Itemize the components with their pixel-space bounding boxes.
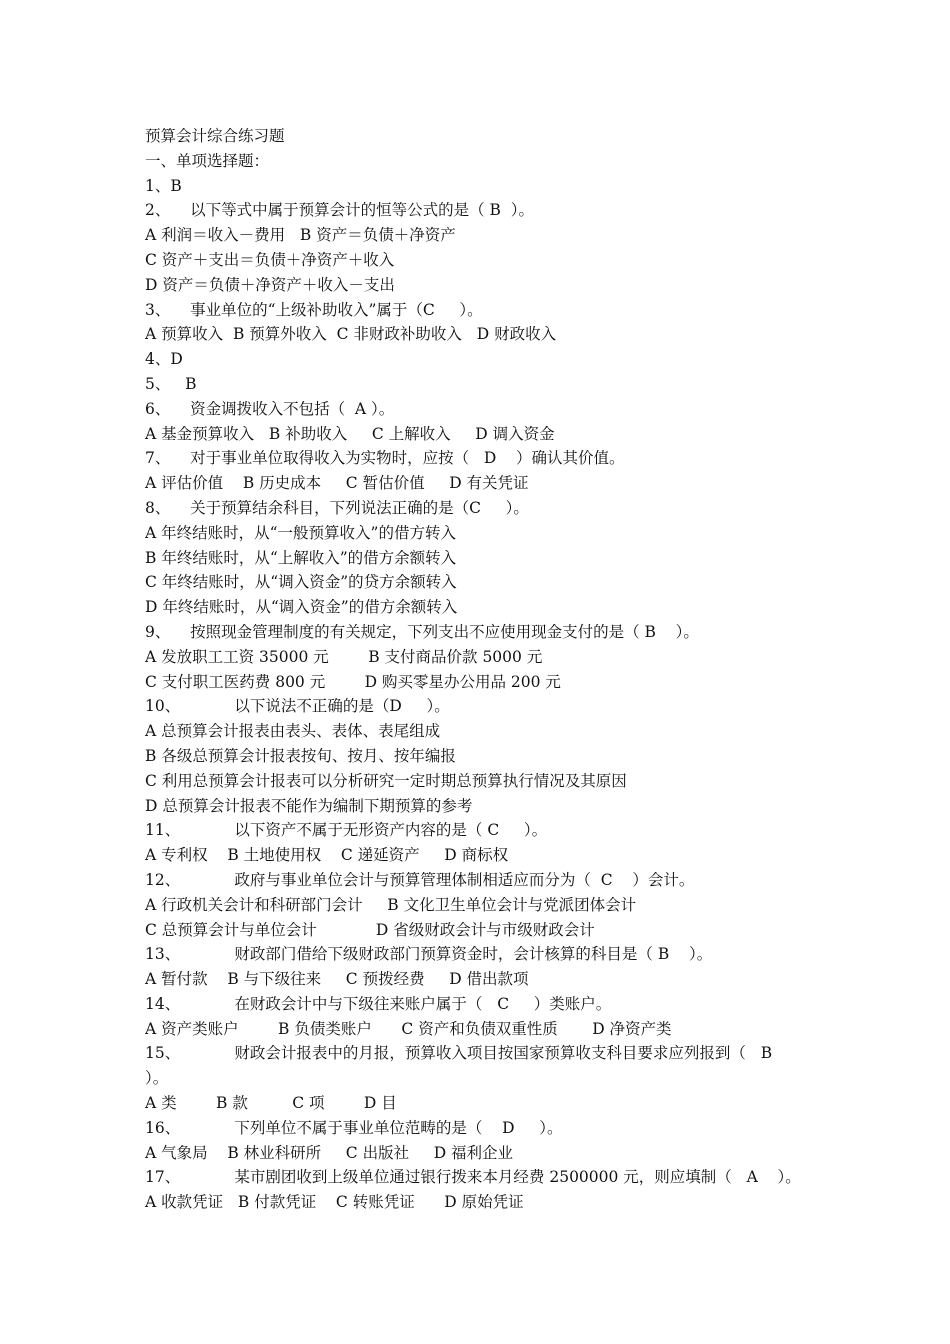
document-line: 5、 B [145, 374, 197, 393]
document-line: 15、 财政会计报表中的月报，预算收入项目按国家预算收支科目要求应列报到（ B [145, 1044, 773, 1063]
document-line: C 支付职工医药费 800 元 D 购买零星办公用品 200 元 [145, 672, 561, 691]
document-line: 13、 财政部门借给下级财政部门预算资金时，会计核算的科目是（ B ）。 [145, 945, 713, 964]
document-line: 12、 政府与事业单位会计与预算管理体制相适应而分为（ C ）会计。 [145, 870, 695, 889]
document-body [145, 124, 815, 1215]
document-line: 预算会计综合练习题 [145, 127, 285, 145]
document-line: A 资产类账户 B 负债类账户 C 资产和负债双重性质 D 净资产类 [145, 1019, 672, 1038]
document-line: B 年终结账时，从“上解收入”的借方余额转入 [145, 548, 457, 567]
document-line: A 评估价值 B 历史成本 C 暂估价值 D 有关凭证 [145, 474, 529, 493]
document-line: A 气象局 B 林业科研所 C 出版社 D 福利企业 [145, 1143, 514, 1162]
document-line: 一、单项选择题： [145, 151, 270, 170]
document-line: C 年终结账时，从“调入资金”的贷方余额转入 [145, 573, 457, 592]
document-line: 6、 资金调拨收入不包括（ A ）。 [145, 399, 395, 418]
document-line: A 专利权 B 土地使用权 C 递延资产 D 商标权 [145, 846, 509, 865]
document-line: A 发放职工工资 35000 元 B 支付商品价款 5000 元 [145, 647, 543, 666]
document-line: A 基金预算收入 B 补助收入 C 上解收入 D 调入资金 [145, 424, 555, 443]
document-line: A 类 B 款 C 项 D 目 [145, 1094, 397, 1113]
document-line: 1、B [145, 176, 182, 195]
document-line: 11、 以下资产不属于无形资产内容的是（ C ）。 [145, 821, 548, 840]
document-line: D 年终结账时，从“调入资金”的借方余额转入 [145, 598, 458, 617]
document-line: 14、 在财政会计中与下级往来账户属于（ C ）类账户。 [145, 994, 612, 1013]
document-line: C 资产＋支出＝负债＋净资产＋收入 [145, 250, 395, 269]
document-line: 2、 以下等式中属于预算会计的恒等公式的是（ B ）。 [145, 201, 534, 220]
document-line: D 总预算会计报表不能作为编制下期预算的参考 [145, 796, 473, 815]
document-line: D 资产＝负债＋净资产＋收入－支出 [145, 275, 395, 294]
document-line: 7、 对于事业单位取得收入为实物时，应按（ D ）确认其价值。 [145, 449, 625, 468]
document-line: A 预算收入 B 预算外收入 C 非财政补助收入 D 财政收入 [145, 325, 557, 344]
document-line: A 年终结账时，从“一般预算收入”的借方转入 [145, 523, 456, 542]
document-line: 4、D [145, 350, 183, 369]
document-line: A 行政机关会计和科研部门会计 B 文化卫生单位会计与党派团体会计 [145, 895, 637, 914]
document-line: A 总预算会计报表由表头、表体、表尾组成 [145, 722, 441, 741]
document-line: 10、 以下说法不正确的是（D ）。 [145, 697, 450, 716]
document-line: C 利用总预算会计报表可以分析研究一定时期总预算执行情况及其原因 [145, 771, 627, 790]
document-line: A 暂付款 B 与下级往来 C 预拨经费 D 借出款项 [145, 970, 529, 989]
document-line: ）。 [145, 1069, 169, 1088]
document-line: C 总预算会计与单位会计 D 省级财政会计与市级财政会计 [145, 920, 595, 939]
document-line: A 利润＝收入－费用 B 资产＝负债＋净资产 [145, 226, 456, 245]
document-line: 16、 下列单位不属于事业单位范畴的是（ D ）。 [145, 1118, 563, 1137]
document-line: 9、 按照现金管理制度的有关规定，下列支出不应使用现金支付的是（ B ）。 [145, 622, 699, 641]
document-line: 17、 某市剧团收到上级单位通过银行拨来本月经费 2500000 元，则应填制（ A ）。 [145, 1168, 801, 1187]
document-line: B 各级总预算会计报表按旬、按月、按年编报 [145, 746, 456, 765]
document-line: A 收款凭证 B 付款凭证 C 转账凭证 D 原始凭证 [145, 1193, 524, 1212]
document-line: 8、 关于预算结余科目，下列说法正确的是（C ）。 [145, 498, 529, 517]
document-line: 3、 事业单位的“上级补助收入”属于（C ）。 [145, 300, 483, 319]
